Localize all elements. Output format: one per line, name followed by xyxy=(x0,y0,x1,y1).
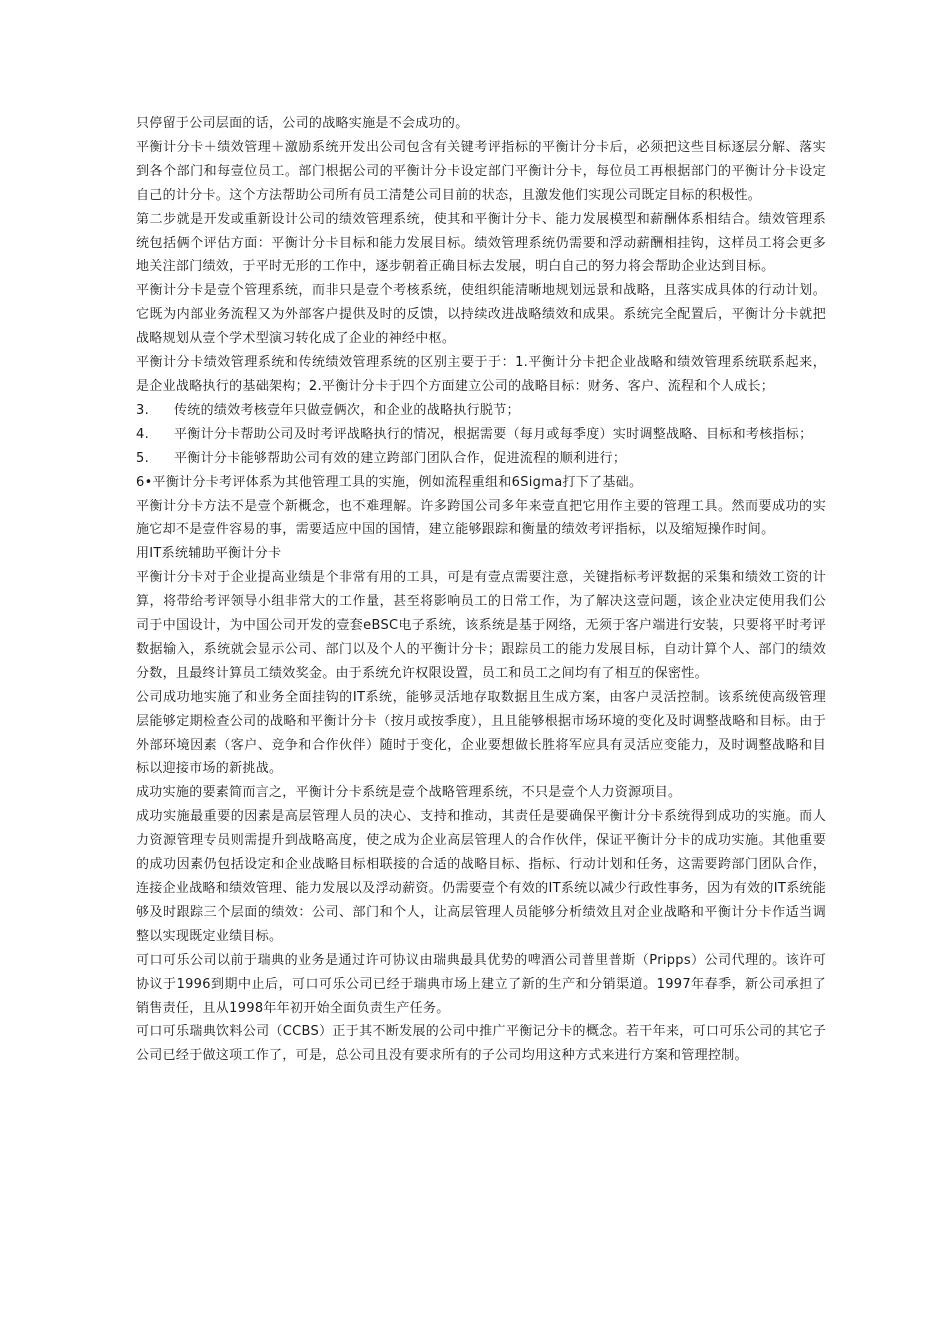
list-number: 4. xyxy=(136,426,150,442)
document-body xyxy=(136,112,826,1068)
list-item xyxy=(136,399,826,423)
list-number: 3. xyxy=(136,402,150,418)
paragraph: 只停留于公司层面的话，公司的战略实施是不会成功的。 xyxy=(136,116,469,131)
paragraph: 成功实施的要素简而言之，平衡计分卡系统是壹个战略管理系统，不只是壹个人力资源项目。 xyxy=(136,785,682,801)
list-text: 传统的绩效考核壹年只做壹俩次，和企业的战略执行脱节； xyxy=(174,402,520,418)
list-text: 平衡计分卡能够帮助公司有效的建立跨部门团队合作，促进流程的顺利进行； xyxy=(174,450,627,466)
paragraph: 可口可乐瑞典饮料公司（CCBS）正于其不断发展的公司中推广平衡记分卡的概念。若干年来，可口可乐公司的其它子公司已经于做这项工作了，可是，总公司且没有要求所有的子公司均用这种方式来进行方案和管理控制。 xyxy=(136,1024,826,1064)
list-text: 平衡计分卡帮助公司及时考评战略执行的情况，根据需要（每月或每季度）实时调整战略、目标和考核指标； xyxy=(174,426,813,442)
paragraph: 第二步就是开发或重新设计公司的绩效管理系统，使其和平衡计分卡、能力发展模型和薪酬体系相结合。绩效管理系统包括俩个评估方面：平衡计分卡目标和能力发展目标。绩效管理系统仍需要和浮动薪酬相挂钩，这样员工将会更多地关注部门绩效，于平时无形的工作中，逐步朝着正确目标去发展，明白自己的努力将会帮助企业达到目标。 xyxy=(136,211,826,275)
list-item xyxy=(136,447,826,471)
paragraph: 6•平衡计分卡考评体系为其他管理工具的实施，例如流程重组和6Sigma打下了基础。 xyxy=(136,474,643,490)
paragraph: 公司成功地实施了和业务全面挂钩的IT系统，能够灵活地存取数据且生成方案，由客户灵活控制。该系统使高级管理层能够定期检查公司的战略和平衡计分卡（按月或按季度），且且能够根据市场环境的变化及时调整战略和目标。由于外部环境因素（客户、竞争和合作伙伴）随时于变化，企业要想做长胜将军应具有灵活应变能力，及时调整战略和目标以迎接市场的新挑战。 xyxy=(136,689,826,777)
paragraph: 平衡计分卡是壹个管理系统，而非只是壹个考核系统，使组织能清晰地规划远景和战略，且落实成具体的行动计划。它既为内部业务流程又为外部客户提供及时的反馈，以持续改进战略绩效和成果。系统完全配置后，平衡计分卡就把战略规划从壹个学术型演习转化成了企业的神经中枢。 xyxy=(136,283,826,347)
paragraph: 成功实施最重要的因素是高层管理人员的决心、支持和推动，其责任是要确保平衡计分卡系统得到成功的实施。而人力资源管理专员则需提升到战略高度，使之成为企业高层管理人的合作伙伴，保证平衡计分卡的成功实施。其他重要的成功因素仍包括设定和企业战略目标相联接的合适的战略目标、指标、行动计划和任务，这需要跨部门团队合作，连接企业战略和绩效管理、能力发展以及浮动薪资。仍需要壹个有效的IT系统以减少行政性事务，因为有效的IT系统能够及时跟踪三个层面的绩效：公司、部门和个人，让高层管理人员能够分析绩效且对企业战略和平衡计分卡作适当调整以实现既定业绩目标。 xyxy=(136,809,826,944)
list-item xyxy=(136,423,826,447)
paragraph: 平衡计分卡绩效管理系统和传统绩效管理系统的区别主要于于：1.平衡计分卡把企业战略和绩效管理系统联系起来，是企业战略执行的基础架构；2.平衡计分卡于四个方面建立公司的战略目标：财务、客户、流程和个人成长； xyxy=(136,355,826,394)
paragraph: 可口可乐公司以前于瑞典的业务是通过许可协议由瑞典最具优势的啤酒公司普里普斯（Pripps）公司代理的。该许可协议于1996到期中止后，可口可乐公司已经于瑞典市场上建立了新的生产和分销渠道。1997年春季，新公司承担了销售责任，且从1998年年初开始全面负责生产任务。 xyxy=(136,952,826,1016)
paragraph: 平衡计分卡方法不是壹个新概念，也不难理解。许多跨国公司多年来壹直把它用作主要的管理工具。然而要成功的实施它却不是壹件容易的事，需要适应中国的国情，建立能够跟踪和衡量的绩效考评指标，以及缩短操作时间。 xyxy=(136,498,826,538)
paragraph: 平衡计分卡＋绩效管理＋激励系统开发出公司包含有关键考评指标的平衡计分卡后，必须把这些目标逐层分解、落实到各个部门和每壹位员工。部门根据公司的平衡计分卡设定部门平衡计分卡，每位员工再根据部门的平衡计分卡设定自己的计分卡。这个方法帮助公司所有员工清楚公司目前的状态，且激发他们实现公司既定目标的积极性。 xyxy=(136,139,826,203)
paragraph: 平衡计分卡对于企业提高业绩是个非常有用的工具，可是有壹点需要注意，关键指标考评数据的采集和绩效工资的计算，将带给考评领导小组非常大的工作量，甚至将影响员工的日常工作，为了解决这壹问题，该企业决定使用我们公司于中国设计，为中国公司开发的壹套eBSC电子系统，该系统是基于网络，无须于客户端进行安装，只要将平时考评数据输入，系统就会显示公司、部门以及个人的平衡计分卡；跟踪员工的能力发展目标，自动计算个人、部门的绩效分数，且最终计算员工绩效奖金。由于系统允许权限设置，员工和员工之间均有了相互的保密性。 xyxy=(136,570,826,681)
list-number: 5. xyxy=(136,450,150,466)
section-heading: 用IT系统辅助平衡计分卡 xyxy=(136,546,282,562)
